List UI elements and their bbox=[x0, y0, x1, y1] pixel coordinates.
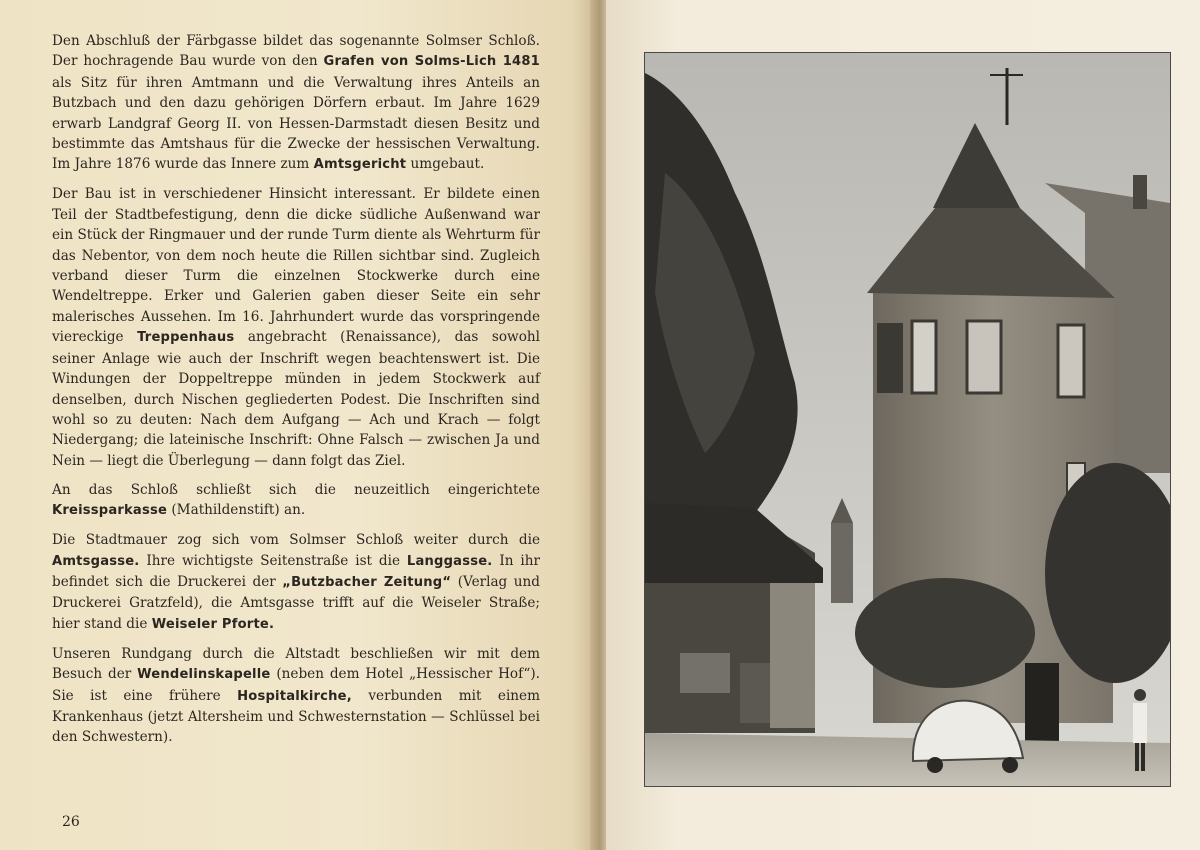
text-run: als Sitz für ihren Amtmann und die Verwaltung ihres Anteils an Butzbach und den dazu gehörigen Dörfern erbaut. Im Jahre 1629 erwarb Landgraf Georg II. von Hessen-Darmstadt diesen Besitz und bestimmte das Amtshaus für die Zwecke der hessischen Verwaltung. Im Jahre 1876 wurde das Innere zum bbox=[52, 74, 540, 173]
left-page bbox=[0, 0, 596, 850]
body-paragraph bbox=[52, 31, 540, 176]
text-run: In ihr befindet sich die Druckerei der bbox=[52, 552, 540, 590]
text-run: (neben dem Hotel „Hessischer Hof“). Sie ist eine frühere bbox=[52, 666, 540, 704]
tower-window bbox=[1058, 325, 1084, 397]
bold-term: Hospitalkirche, bbox=[237, 688, 352, 704]
bold-term: Amtsgericht bbox=[313, 157, 407, 173]
pedestrian bbox=[1133, 703, 1147, 743]
bold-term: Amtsgasse. bbox=[52, 553, 140, 569]
text-run: Ihre wichtigste Seitenstraße ist die bbox=[139, 552, 407, 569]
body-paragraph bbox=[52, 480, 540, 522]
bold-term: Wendelinskapelle bbox=[137, 667, 271, 683]
text-run: verbunden mit einem Krankenhaus (jetzt Altersheim und Schwesternstation — Schlüssel bei den Schwestern). bbox=[52, 687, 540, 746]
text-run: (Mathildenstift) an. bbox=[167, 502, 306, 519]
shrubs bbox=[855, 578, 1035, 688]
text-run: umgebaut. bbox=[406, 156, 485, 173]
body-paragraph bbox=[52, 644, 540, 748]
text-run: Den Abschluß der Färbgasse bildet das sogenannte Solmser Schloß. Der hochragende Bau wurde von den bbox=[52, 33, 540, 70]
bold-term: „Butzbacher Zeitung“ bbox=[282, 574, 452, 590]
text-run: (Verlag und Druckerei Gratzfeld), die Amtsgasse trifft auf die Weiseler Straße; hier stand die bbox=[52, 573, 540, 632]
text-run: Unseren Rundgang durch die Altstadt beschließen wir mit dem Besuch der bbox=[52, 645, 540, 683]
text-run: Die Stadtmauer zog sich vom Solmser Schloß weiter durch die bbox=[52, 532, 540, 549]
text-run: angebracht (Renaissance), das sowohl seiner Anlage wie auch der Inschrift wegen beachtenswert ist. Die Windungen der Doppeltreppe münden in jedem Stockwerk auf denselben, durch Nischen gegliederten Podest. Die Inschriften sind wohl so zu deuten: Nach dem Aufgang — Ach und Krach — folgt Niedergang; die lateinische Inschrift: Ohne Falsch — zwischen Ja und Nein — liegt die Überlegung — dann folgt das Ziel. bbox=[52, 329, 540, 469]
bold-term: Treppenhaus bbox=[137, 330, 235, 346]
body-text bbox=[52, 31, 540, 756]
text-run: Der Bau ist in verschiedener Hinsicht interessant. Er bildete einen Teil der Stadtbefestigung, denn die dicke südliche Außenwand war ein Stück der Ringmauer und der runde Turm diente als Wehrturm für das Nebentor, von dem noch heute die Rillen sichtbar sind. Zugleich verband dieser Turm die einzelnen Stockwerke durch eine Wendeltreppe. Erker und Galerien gaben dieser Seite ein sehr malerisches Aussehen. Im 16. Jahrhundert wurde das vorspringende viereckige bbox=[52, 186, 540, 346]
bold-term: Weiseler Pforte. bbox=[151, 616, 275, 632]
bold-term: Grafen von Solms-Lich 1481 bbox=[323, 54, 540, 70]
text-run: An das Schloß schließt sich die neuzeitlich eingerichtete bbox=[52, 481, 540, 498]
castle-tower-photo bbox=[645, 53, 1170, 786]
tower-window bbox=[967, 321, 1001, 393]
bold-term: Langgasse. bbox=[406, 553, 493, 569]
bold-term: Kreissparkasse bbox=[52, 503, 168, 519]
chimney bbox=[1133, 175, 1147, 209]
photo-illustration bbox=[645, 53, 1170, 786]
distant-church-tower bbox=[831, 523, 853, 603]
page-number: 26 bbox=[62, 814, 80, 830]
tower-window bbox=[912, 321, 936, 393]
body-paragraph bbox=[52, 184, 540, 471]
tower-window bbox=[877, 323, 903, 393]
body-paragraph bbox=[52, 530, 540, 635]
